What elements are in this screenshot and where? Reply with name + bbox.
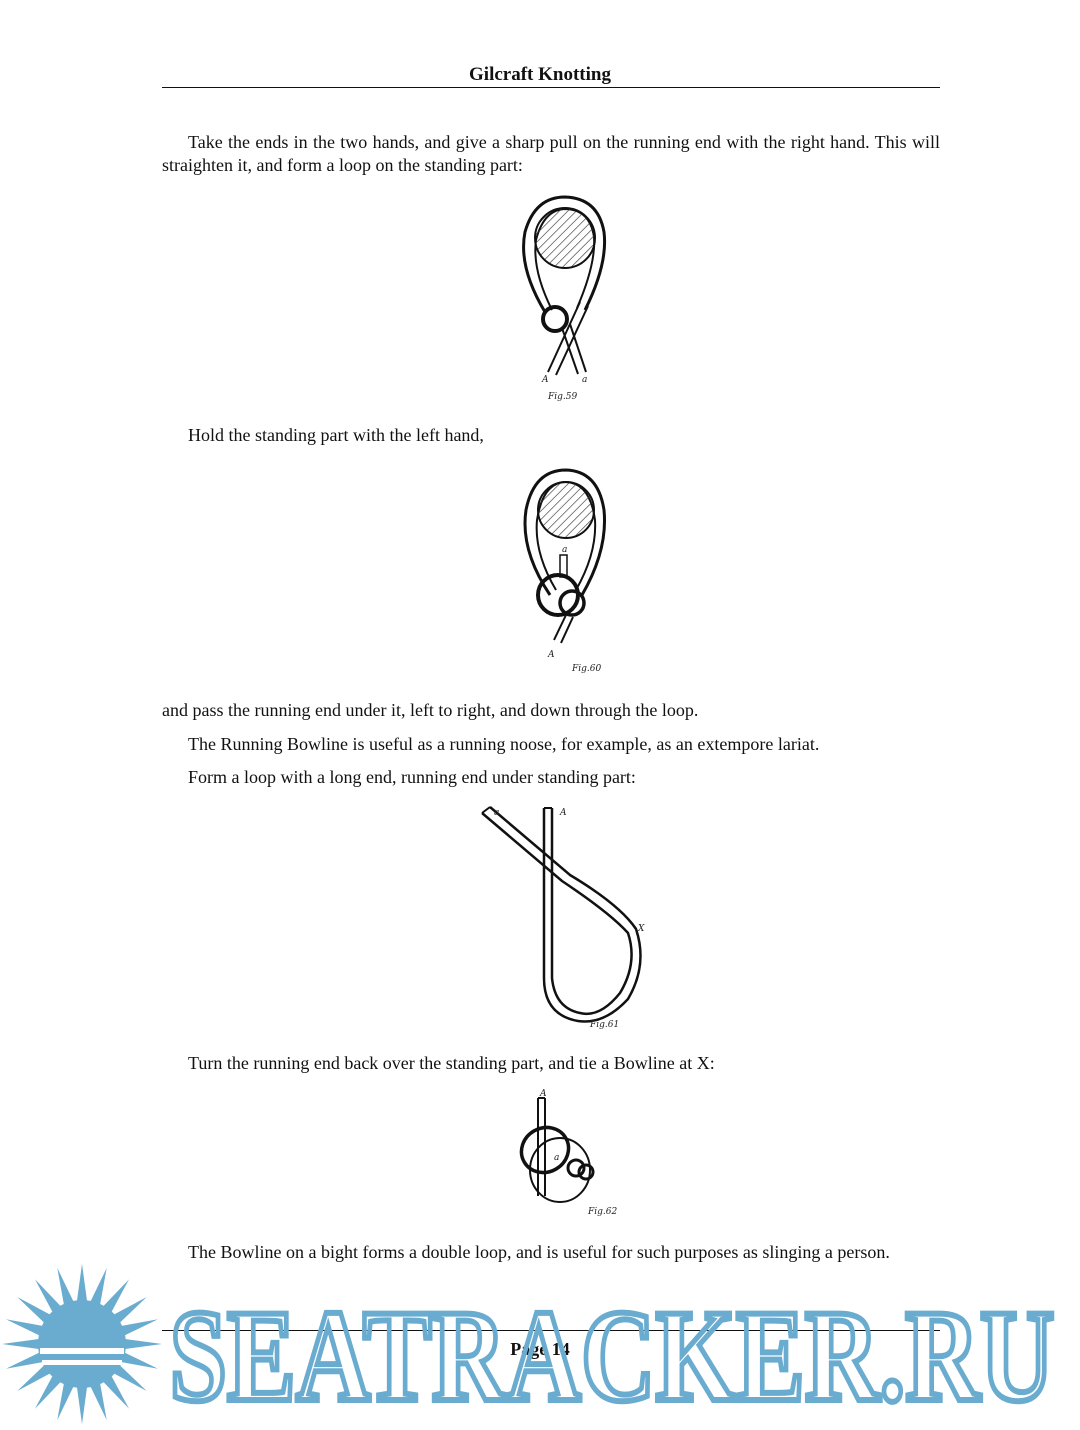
- paragraph-2: Hold the standing part with the left hand,: [188, 425, 484, 445]
- sun-ray: [76, 1384, 87, 1424]
- fig59-label-a: a: [582, 375, 588, 385]
- fig61-caption: Fig.61: [590, 1020, 620, 1030]
- fig59-label-A: A: [542, 375, 549, 385]
- fig60-caption: Fig.60: [572, 664, 602, 674]
- fig61-label-A: A: [560, 808, 567, 818]
- sun-ray: [122, 1338, 162, 1349]
- running-header: Gilcraft Knotting: [469, 64, 611, 85]
- paragraph-7: The Bowline on a bight forms a double loop, and is useful for such purposes as slinging a person.: [188, 1242, 890, 1262]
- fig60-label-A: A: [548, 650, 555, 660]
- paragraph-3: and pass the running end under it, left to right, and down through the loop.: [162, 700, 699, 720]
- sun-logo-icon: [2, 1264, 162, 1424]
- fig62-label-A: A: [540, 1089, 547, 1099]
- fig61-label-a: a: [494, 808, 500, 818]
- header-rule: [162, 87, 940, 88]
- figure-59: [510, 192, 620, 407]
- fig62-caption: Fig.62: [588, 1207, 618, 1217]
- sun-ray: [2, 1338, 42, 1349]
- fig60-label-a: a: [562, 545, 568, 555]
- page-number: Page 14: [510, 1339, 570, 1359]
- fig61-label-X: X: [638, 924, 645, 934]
- watermark-text: SEATRACKER.RU: [169, 1282, 1055, 1425]
- figure-61: [470, 803, 660, 1038]
- paragraph-6: Turn the running end back over the standing part, and tie a Bowline at X:: [188, 1053, 715, 1073]
- paragraph-5: Form a loop with a long end, running end under standing part:: [188, 767, 636, 787]
- watermark: [0, 1262, 1080, 1425]
- figure-60: [510, 465, 620, 685]
- sun-ray: [76, 1264, 87, 1304]
- paragraph-1: Take the ends in the two hands, and give a sharp pull on the running end with the right hand. This will straighten it, and form a loop on the standing part:: [162, 132, 940, 175]
- figure-62: [510, 1088, 620, 1228]
- paragraph-4: The Running Bowline is useful as a running noose, for example, as an extempore lariat.: [188, 734, 820, 754]
- fig62-label-a: a: [554, 1153, 560, 1163]
- fig59-caption: Fig.59: [548, 392, 578, 402]
